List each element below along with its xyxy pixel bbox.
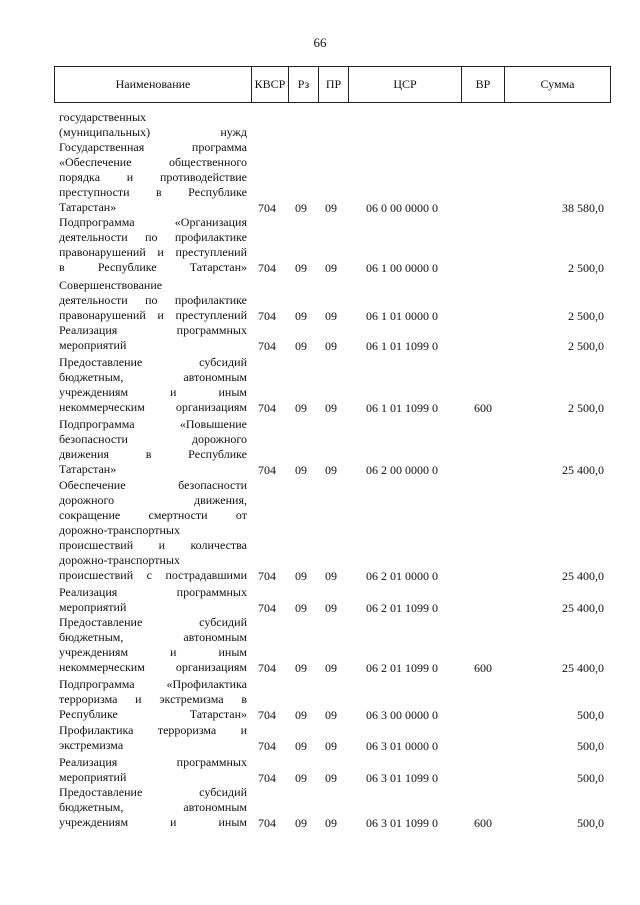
row-name (59, 110, 247, 140)
cell-sum: 500,0 (577, 771, 604, 785)
row-name-line: мероприятий (59, 338, 127, 352)
cell-csr: 06 2 01 0000 0 (366, 569, 438, 583)
cell-rz: 09 (295, 661, 307, 675)
row-name-line: Предоставление субсидий (59, 355, 247, 369)
row-name-line: (муниципальных) нужд (59, 125, 247, 139)
cell-csr: 06 1 01 1099 0 (366, 401, 438, 415)
row-name-line: государственных (59, 110, 147, 124)
cell-sum: 25 400,0 (562, 463, 604, 477)
cell-csr: 06 0 00 0000 0 (366, 201, 438, 215)
row-name (59, 785, 247, 830)
column-header-rz: Рз (289, 67, 319, 102)
row-name-line: дорожного движения, (59, 493, 247, 507)
row-name-line: экстремизма (59, 738, 124, 752)
cell-kvsr: 704 (258, 309, 276, 323)
row-name-line: некоммерческим организациям (59, 660, 247, 674)
row-name-line: происшествий с пострадавшими (59, 568, 247, 582)
row-name (59, 215, 247, 275)
cell-csr: 06 1 00 0000 0 (366, 261, 438, 275)
row-name-line: дорожно-транспортных (59, 553, 180, 567)
row-name-line: Реализация программных (59, 585, 247, 599)
row-name-line: учреждениям и иным (59, 815, 247, 829)
cell-pr: 09 (325, 201, 337, 215)
row-name (59, 140, 247, 215)
cell-pr: 09 (325, 309, 337, 323)
row-name-line: правонарушений и преступлений (59, 308, 247, 322)
cell-vr: 600 (474, 401, 492, 415)
row-name-line: деятельности по профилактике (59, 230, 247, 244)
cell-sum: 25 400,0 (562, 601, 604, 615)
cell-rz: 09 (295, 401, 307, 415)
column-header-name: Наименование (55, 67, 252, 102)
cell-sum: 2 500,0 (568, 261, 604, 275)
cell-csr: 06 3 01 1099 0 (366, 816, 438, 830)
cell-csr: 06 2 01 1099 0 (366, 661, 438, 675)
row-name (59, 417, 247, 477)
cell-vr: 600 (474, 816, 492, 830)
cell-kvsr: 704 (258, 339, 276, 353)
cell-pr: 09 (325, 708, 337, 722)
row-name-line: Подпрограмма «Профилактика (59, 677, 247, 691)
row-name-line: Реализация программных (59, 323, 247, 337)
cell-sum: 2 500,0 (568, 339, 604, 353)
row-name-line: бюджетным, автономным (59, 630, 247, 644)
row-name-line: некоммерческим организациям (59, 400, 247, 414)
row-name-line: Предоставление субсидий (59, 785, 247, 799)
row-name (59, 615, 247, 675)
cell-pr: 09 (325, 339, 337, 353)
cell-sum: 25 400,0 (562, 661, 604, 675)
column-header-vr: ВР (462, 67, 505, 102)
row-name-line: сокращение смертности от (59, 508, 247, 522)
cell-rz: 09 (295, 309, 307, 323)
row-name-line: Профилактика терроризма и (59, 723, 247, 737)
cell-sum: 2 500,0 (568, 401, 604, 415)
row-name-line: в Республике Татарстан» (59, 260, 247, 274)
row-name-line: Татарстан» (59, 200, 117, 214)
row-name-line: «Обеспечение общественного (59, 155, 247, 169)
cell-pr: 09 (325, 601, 337, 615)
row-name-line: Подпрограмма «Организация (59, 215, 247, 229)
cell-rz: 09 (295, 569, 307, 583)
cell-csr: 06 2 01 1099 0 (366, 601, 438, 615)
cell-rz: 09 (295, 708, 307, 722)
row-name-line: Предоставление субсидий (59, 615, 247, 629)
row-name-line: Совершенствование (59, 278, 163, 292)
row-name (59, 677, 247, 722)
cell-sum: 500,0 (577, 816, 604, 830)
cell-csr: 06 3 01 1099 0 (366, 771, 438, 785)
row-name-line: учреждениям и иным (59, 385, 247, 399)
cell-pr: 09 (325, 261, 337, 275)
cell-pr: 09 (325, 771, 337, 785)
cell-csr: 06 3 01 0000 0 (366, 739, 438, 753)
cell-kvsr: 704 (258, 739, 276, 753)
cell-rz: 09 (295, 339, 307, 353)
row-name-line: Татарстан» (59, 462, 117, 476)
row-name-line: учреждениям и иным (59, 645, 247, 659)
row-name-line: терроризма и экстремизма в (59, 692, 247, 706)
row-name-line: порядка и противодействие (59, 170, 247, 184)
row-name-line: бюджетным, автономным (59, 800, 247, 814)
row-name (59, 585, 247, 615)
row-name-line: правонарушений и преступлений (59, 245, 247, 259)
row-name-line: Обеспечение безопасности (59, 478, 247, 492)
cell-rz: 09 (295, 463, 307, 477)
cell-kvsr: 704 (258, 601, 276, 615)
cell-rz: 09 (295, 201, 307, 215)
cell-csr: 06 1 01 0000 0 (366, 309, 438, 323)
row-name-line: Государственная программа (59, 140, 247, 154)
row-name-line: Подпрограмма «Повышение (59, 417, 247, 431)
row-name-line: безопасности дорожного (59, 432, 247, 446)
row-name-line: мероприятий (59, 600, 127, 614)
row-name (59, 355, 247, 415)
cell-kvsr: 704 (258, 201, 276, 215)
row-name-line: дорожно-транспортных (59, 523, 180, 537)
cell-pr: 09 (325, 401, 337, 415)
cell-kvsr: 704 (258, 463, 276, 477)
cell-sum: 25 400,0 (562, 569, 604, 583)
column-header-sum: Сумма (540, 77, 575, 91)
cell-pr: 09 (325, 569, 337, 583)
cell-pr: 09 (325, 661, 337, 675)
column-header-pr: ПР (319, 67, 349, 102)
cell-pr: 09 (325, 463, 337, 477)
row-name (59, 278, 247, 323)
cell-csr: 06 1 01 1099 0 (366, 339, 438, 353)
cell-kvsr: 704 (258, 816, 276, 830)
column-header-kvsr: КВСР (252, 67, 289, 102)
row-name-line: движения в Республике (59, 447, 247, 461)
cell-rz: 09 (295, 771, 307, 785)
cell-sum: 2 500,0 (568, 309, 604, 323)
cell-sum: 500,0 (577, 708, 604, 722)
cell-rz: 09 (295, 601, 307, 615)
page-number: 66 (313, 35, 327, 50)
row-name (59, 755, 247, 785)
cell-pr: 09 (325, 739, 337, 753)
cell-vr: 600 (474, 661, 492, 675)
row-name-line: Республике Татарстан» (59, 707, 247, 721)
row-name-line: бюджетным, автономным (59, 370, 247, 384)
cell-kvsr: 704 (258, 661, 276, 675)
row-name (59, 723, 247, 753)
cell-kvsr: 704 (258, 569, 276, 583)
row-name-line: Реализация программных (59, 755, 247, 769)
cell-sum: 500,0 (577, 739, 604, 753)
cell-rz: 09 (295, 816, 307, 830)
cell-csr: 06 3 00 0000 0 (366, 708, 438, 722)
row-name-line: происшествий и количества (59, 538, 247, 552)
row-name (59, 478, 247, 583)
cell-rz: 09 (295, 739, 307, 753)
cell-kvsr: 704 (258, 261, 276, 275)
row-name-line: деятельности по профилактике (59, 293, 247, 307)
row-name-line: мероприятий (59, 770, 127, 784)
cell-kvsr: 704 (258, 708, 276, 722)
row-name-line: преступности в Республике (59, 185, 247, 199)
cell-sum: 38 580,0 (562, 201, 604, 215)
column-header-csr: ЦСР (349, 67, 462, 102)
cell-kvsr: 704 (258, 771, 276, 785)
cell-csr: 06 2 00 0000 0 (366, 463, 438, 477)
cell-rz: 09 (295, 261, 307, 275)
cell-pr: 09 (325, 816, 337, 830)
cell-kvsr: 704 (258, 401, 276, 415)
row-name (59, 323, 247, 353)
table-header (54, 66, 611, 103)
